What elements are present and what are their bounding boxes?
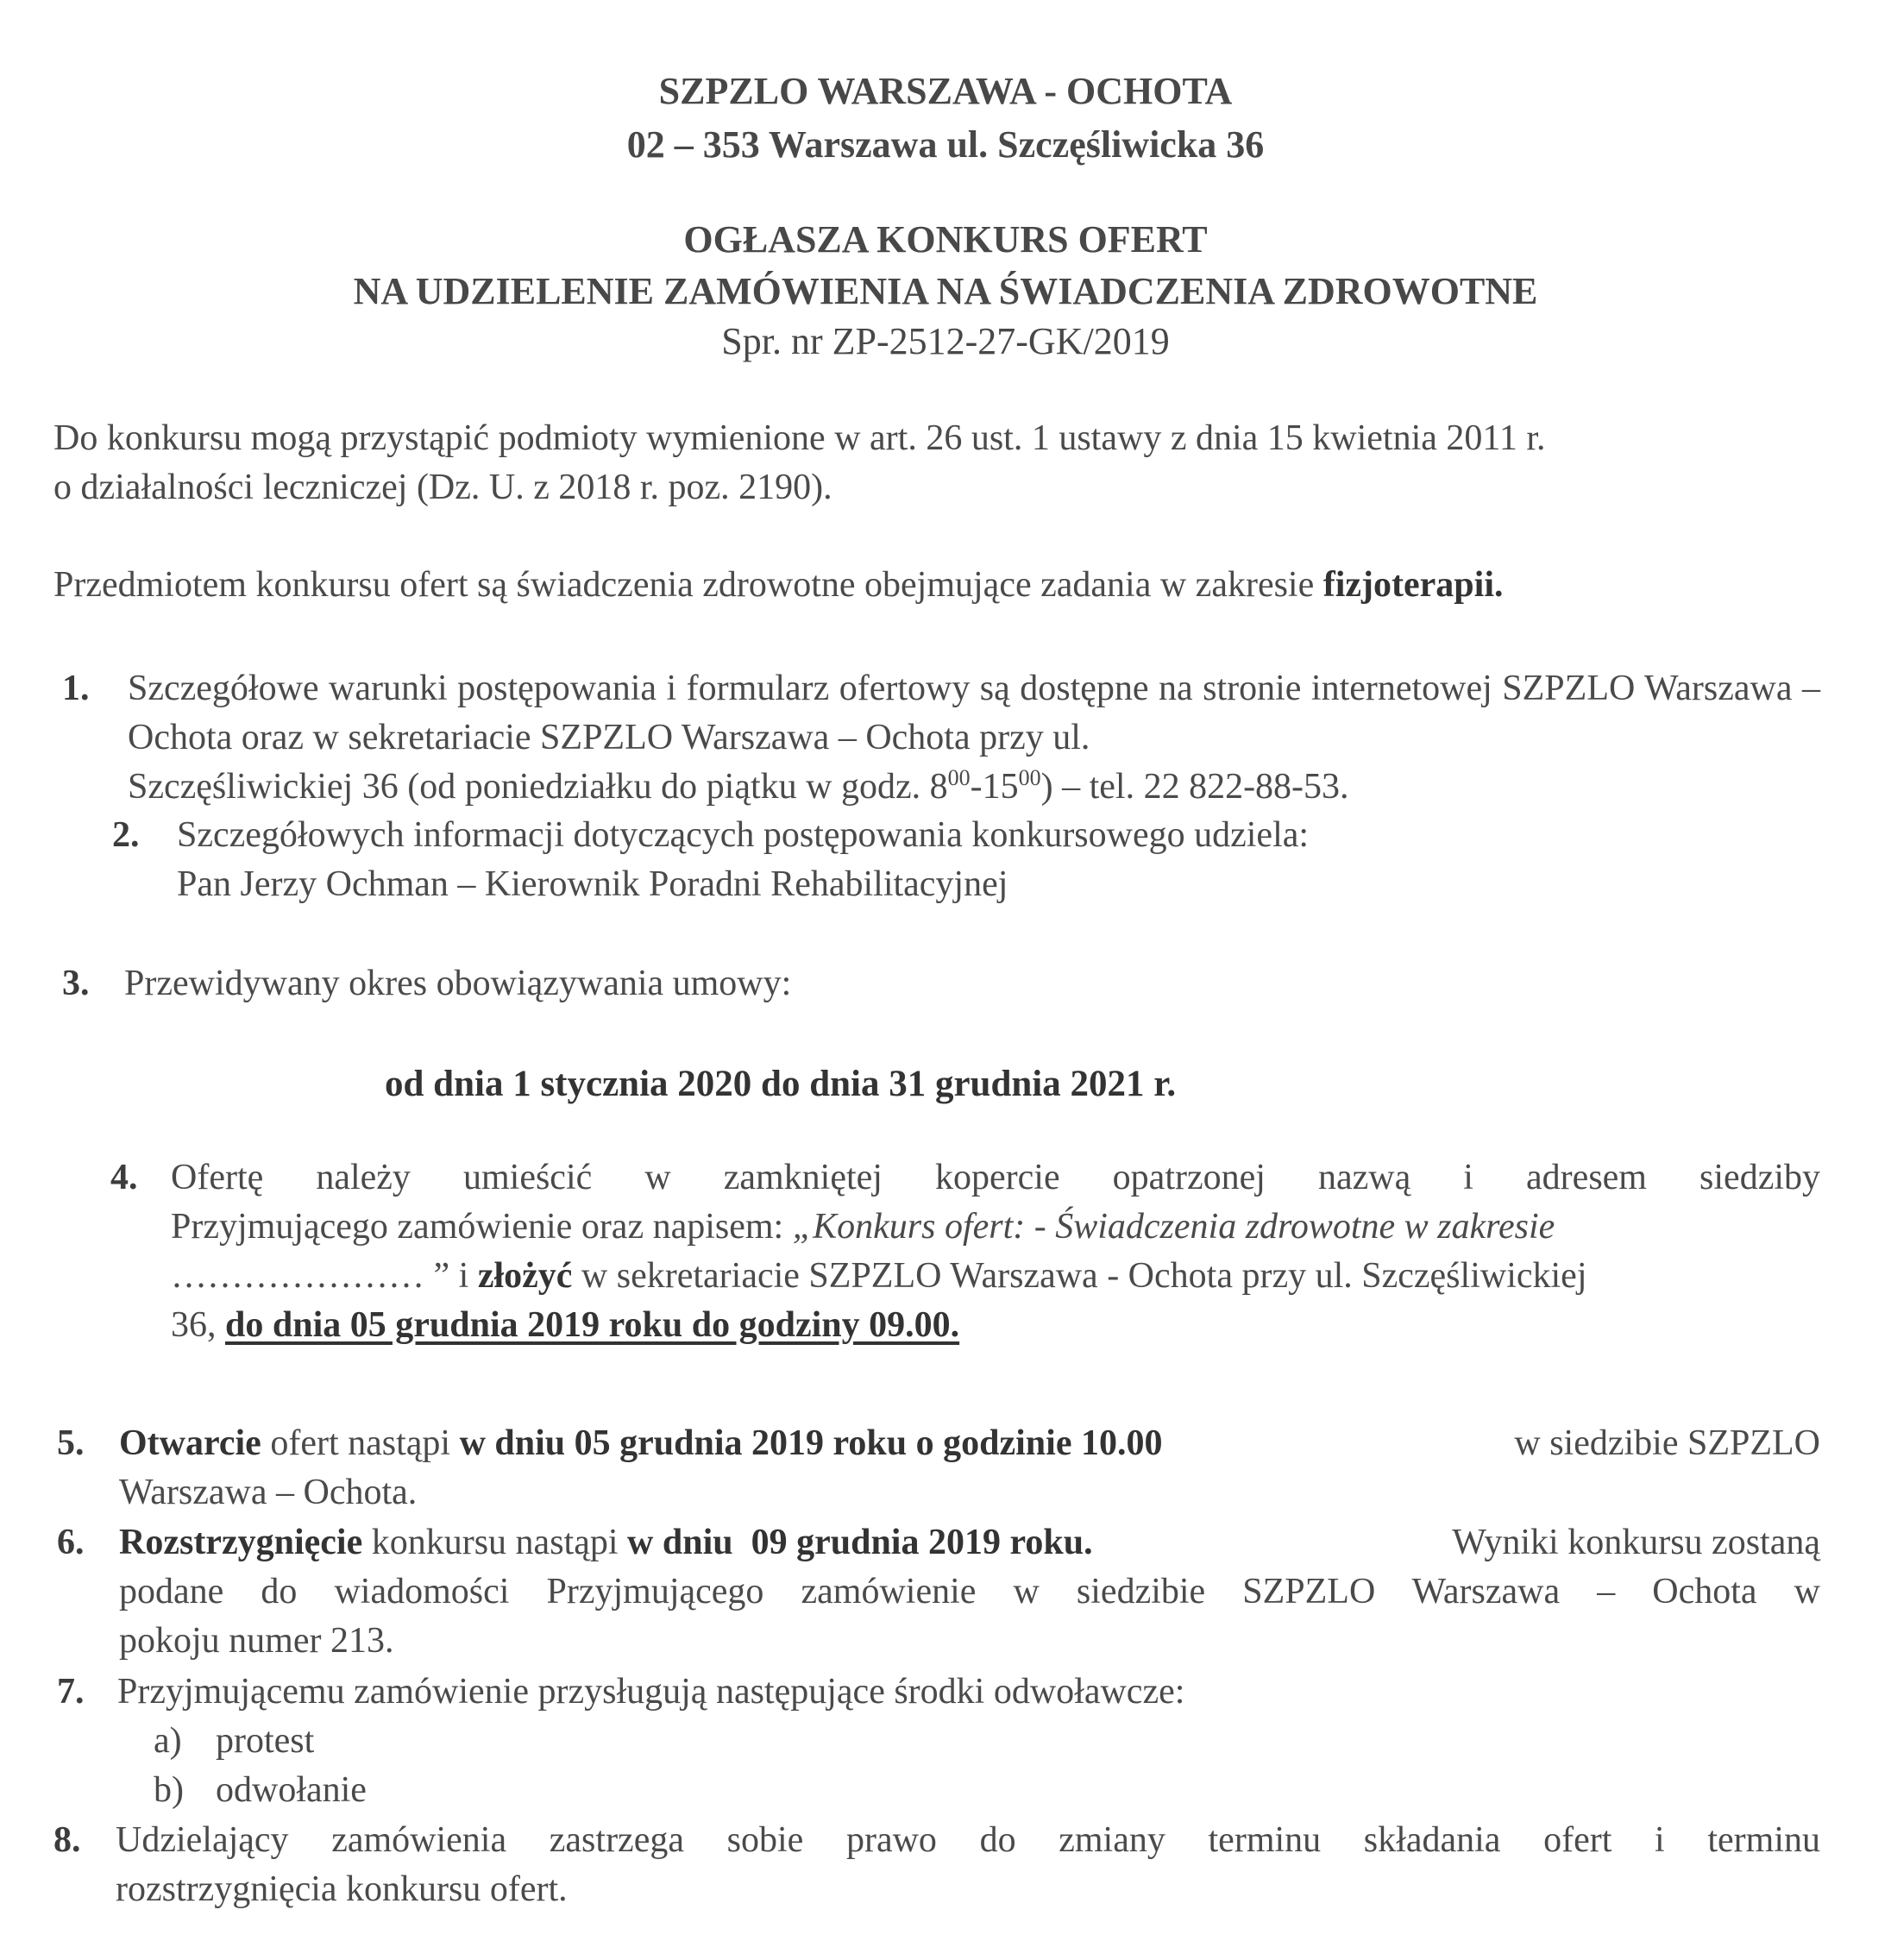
- item-4-line-3: [171, 1252, 1820, 1301]
- resolution-date: w dniu 09 grudnia 2019 roku.: [627, 1523, 1093, 1562]
- eligibility-paragraph: [53, 414, 1831, 512]
- item-1-hours-line: [128, 763, 1820, 812]
- item-7b-text: odwołanie: [216, 1770, 367, 1810]
- item-6-text-2: Wyniki konkursu zostaną: [1452, 1523, 1820, 1562]
- item-4-dots: ………………… ”: [171, 1256, 450, 1296]
- item-7a-label: a): [154, 1721, 182, 1761]
- item-4-line-2: [171, 1203, 1820, 1252]
- item-5-line-1: [119, 1419, 1820, 1468]
- item-4-number: 4.: [110, 1158, 138, 1197]
- org-address: 02 – 353 Warszawa ul. Szczęśliwicka 36: [626, 123, 1265, 166]
- item-4-number-36: 36,: [171, 1305, 225, 1345]
- item-7a-text: protest: [216, 1721, 315, 1761]
- eligibility-line-1: Do konkursu mogą przystąpić podmioty wymienione w art. 26 ust. 1 ustawy z dnia 15 kwietnia 2011 r.: [53, 418, 1546, 458]
- item-6-line-2: podane do wiadomości Przyjmującego zamówienie w siedzibie SZPZLO Warszawa – Ochota w: [119, 1572, 1820, 1611]
- item-2-number: 2.: [112, 815, 140, 855]
- item-7-number: 7.: [57, 1672, 85, 1712]
- item-5-text-1: ofert nastąpi: [261, 1423, 460, 1463]
- case-number: Spr. nr ZP-2512-27-GK/2019: [721, 320, 1170, 362]
- opening-date: w dniu 05 grudnia 2019 roku o godzinie 10.00: [459, 1423, 1163, 1463]
- item-5-number: 5.: [57, 1423, 85, 1463]
- item-7-text: Przyjmującemu zamówienie przysługują następujące środki odwoławcze:: [117, 1672, 1185, 1712]
- hours-text-a: Szczęśliwickiej 36 (od poniedziałku do piątku w godz. 8: [128, 767, 948, 807]
- announcement-subtitle: NA UDZIELENIE ZAMÓWIENIA NA ŚWIADCZENIA ZDROWOTNE: [353, 270, 1538, 312]
- item-6-number: 6.: [57, 1523, 85, 1562]
- item-3-text: Przewidywany okres obowiązywania umowy:: [124, 964, 792, 1003]
- item-4-line-1: Ofertę należy umieścić w zamkniętej kopercie opatrzonej nazwą i adresem siedziby: [171, 1158, 1820, 1197]
- item-1-number: 1.: [62, 669, 90, 708]
- subject-bold: fizjoterapii.: [1322, 565, 1504, 605]
- resolution-label: Rozstrzygnięcie: [119, 1523, 363, 1562]
- item-5-line-2: Warszawa – Ochota.: [119, 1473, 418, 1512]
- opening-label: Otwarcie: [119, 1423, 261, 1463]
- item-2-text: [177, 811, 1816, 909]
- item-2-line-1: Szczegółowych informacji dotyczących postępowania konkursowego udziela:: [177, 815, 1310, 855]
- item-4-submit: złożyć: [477, 1256, 573, 1296]
- item-5-text: [119, 1419, 1820, 1517]
- item-4-text: [171, 1153, 1820, 1350]
- item-8-line-2: rozstrzygnięcia konkursu ofert.: [116, 1869, 568, 1909]
- subject-paragraph: [53, 561, 1848, 610]
- hours-sup-1: 00: [947, 765, 971, 790]
- eligibility-line-2: o działalności leczniczej (Dz. U. z 2018 r. poz. 2190).: [53, 468, 832, 507]
- item-1-text: [128, 664, 1820, 812]
- item-4-line-4: [171, 1301, 1820, 1350]
- announcement-title: OGŁASZA KONKURS OFERT: [683, 218, 1208, 261]
- item-4-line-2-text: Przyjmującego zamówienie oraz napisem:: [171, 1207, 793, 1247]
- item-8-text: [116, 1816, 1820, 1914]
- submission-deadline: do dnia 05 grudnia 2019 roku do godziny 09.00.: [225, 1305, 960, 1345]
- item-4-and: i: [449, 1256, 478, 1296]
- org-name: SZPZLO WARSZAWA - OCHOTA: [658, 70, 1233, 112]
- item-8-number: 8.: [53, 1820, 81, 1860]
- contract-period: od dnia 1 stycznia 2020 do dnia 31 grudnia 2021 r.: [385, 1064, 1177, 1104]
- item-6-line-1: [119, 1518, 1820, 1567]
- item-7b-label: b): [154, 1770, 184, 1810]
- item-5-text-2: w siedzibie SZPZLO: [1514, 1423, 1820, 1463]
- item-1-body: Szczegółowe warunki postępowania i formularz ofertowy są dostępne na stronie internetowej SZPZLO Warszawa – Ochota oraz w sekretariacie SZPZLO Warszawa – Ochota przy ul.: [128, 669, 1820, 757]
- item-4-envelope-label: „Konkurs ofert: - Świadczenia zdrowotne w zakresie: [792, 1207, 1555, 1247]
- item-8-line-1: Udzielający zamówienia zastrzega sobie prawo do zmiany terminu składania ofert i terminu: [116, 1820, 1820, 1860]
- item-4-location: w sekretariacie SZPZLO Warszawa - Ochota przy ul. Szczęśliwickiej: [572, 1256, 1587, 1296]
- hours-text-b: -15: [970, 767, 1019, 807]
- item-6-text-1: konkursu nastąpi: [362, 1523, 628, 1562]
- item-6-text: [119, 1518, 1820, 1666]
- hours-text-c: ) – tel. 22 822-88-53.: [1040, 767, 1349, 807]
- item-6-line-3: pokoju numer 213.: [119, 1621, 394, 1661]
- hours-sup-2: 00: [1018, 765, 1041, 790]
- subject-text: Przedmiotem konkursu ofert są świadczenia zdrowotne obejmujące zadania w zakresie: [53, 565, 1323, 605]
- item-2-line-2: Pan Jerzy Ochman – Kierownik Poradni Rehabilitacyjnej: [177, 864, 1008, 904]
- item-3-number: 3.: [62, 964, 90, 1003]
